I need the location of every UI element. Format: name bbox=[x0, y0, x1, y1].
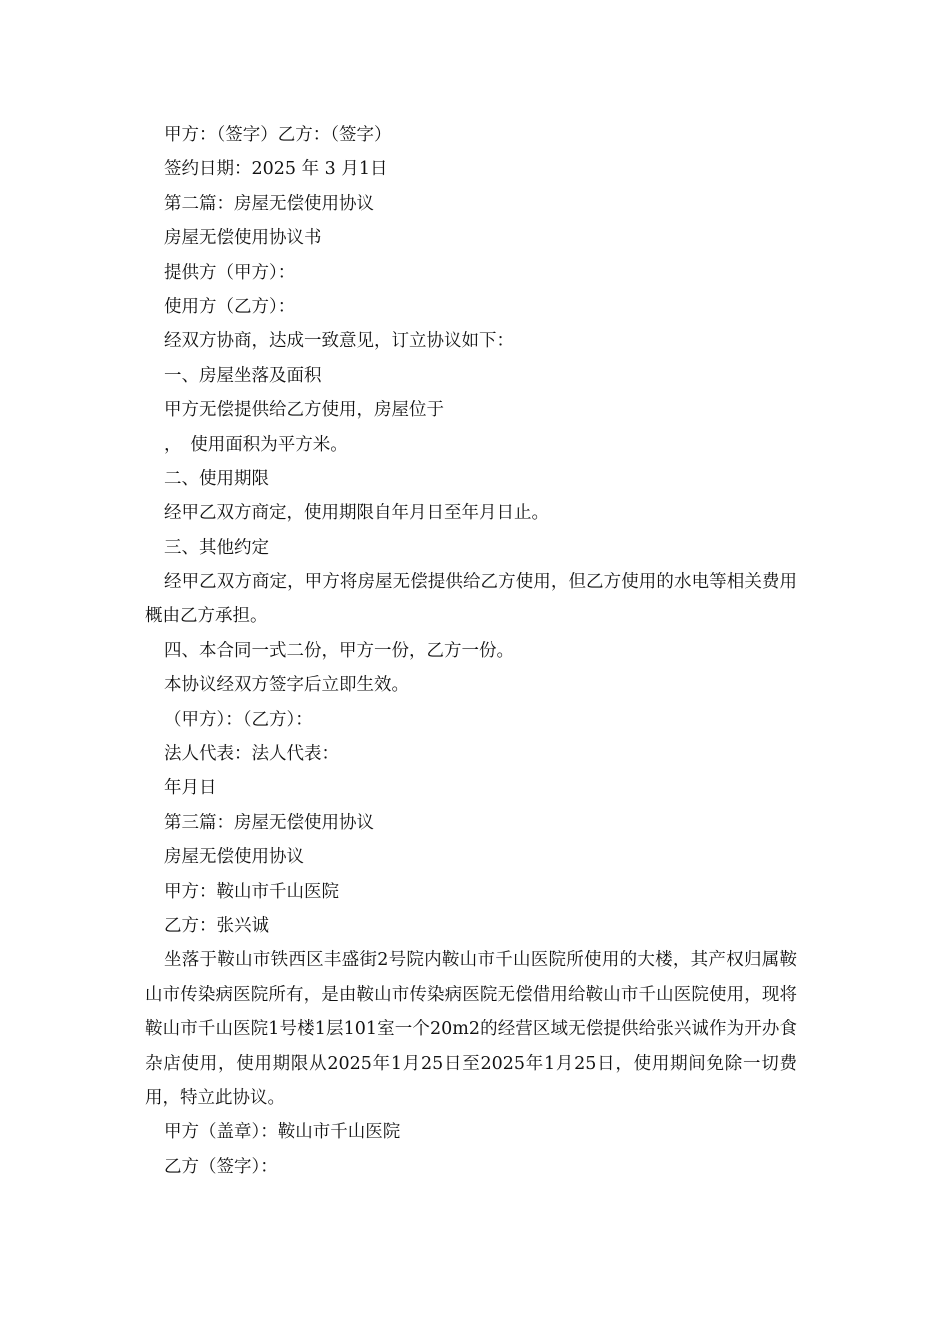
party-b-signature: 乙方（签字）： bbox=[164, 1156, 278, 1177]
clause-2-text: 经甲乙双方商定，使用期限自年月日至年月日止。 bbox=[164, 503, 549, 524]
effective-text: 本协议经双方签字后立即生效。 bbox=[164, 675, 409, 696]
party-a-seal: 甲方（盖章）：鞍山市千山医院 bbox=[164, 1122, 401, 1143]
date-line: 年月日 bbox=[164, 778, 217, 799]
signing-date: 签约日期：2025 年 3 月1日 bbox=[164, 159, 388, 180]
legal-rep-line: 法人代表：法人代表： bbox=[164, 744, 339, 765]
party-a: 甲方：鞍山市千山医院 bbox=[164, 881, 339, 902]
clause-3-heading: 三、其他约定 bbox=[164, 537, 269, 558]
signature-line: 甲方：（签字）乙方：（签字） bbox=[164, 125, 392, 145]
document-page bbox=[145, 118, 805, 1184]
provider-party: 提供方（甲方）： bbox=[164, 262, 296, 283]
clause-2-heading: 二、使用期限 bbox=[164, 468, 269, 489]
agreement-title-3: 房屋无偿使用协议 bbox=[164, 847, 304, 868]
user-party: 使用方（乙方）： bbox=[164, 296, 296, 317]
clause-1-text: 甲方无偿提供给乙方使用，房屋位于 bbox=[164, 400, 444, 421]
main-paragraph: 坐落于鞍山市铁西区丰盛街2号院内鞍山市千山医院所使用的大楼，其产权归属鞍山市传染病医院所有，是由鞍山市传染病医院无偿借用给鞍山市千山医院使用，现将鞍山市千山医院1号楼1层101室一个20m2的经营区域无偿提供给张兴诚作为开办食杂店使用，使用期限从2025年1月25日至2025年1月25日，使用期间免除一切费用，特立此协议。 bbox=[145, 950, 797, 1109]
parties-line: （甲方）：（乙方）： bbox=[164, 709, 313, 730]
intro-text: 经双方协商，达成一致意见，订立协议如下： bbox=[164, 331, 514, 352]
party-b: 乙方：张兴诚 bbox=[164, 916, 269, 937]
section-heading-3: 第三篇：房屋无偿使用协议 bbox=[164, 812, 374, 833]
clause-1-heading: 一、房屋坐落及面积 bbox=[164, 365, 322, 386]
clause-4-text: 四、本合同一式二份，甲方一份，乙方一份。 bbox=[164, 640, 514, 661]
clause-1-area: ， 使用面积为平方米。 bbox=[164, 434, 348, 455]
section-heading-2: 第二篇：房屋无偿使用协议 bbox=[164, 193, 374, 214]
agreement-title: 房屋无偿使用协议书 bbox=[164, 228, 322, 249]
clause-3-text: 经甲乙双方商定，甲方将房屋无偿提供给乙方使用，但乙方使用的水电等相关费用概由乙方承担。 bbox=[145, 572, 797, 627]
